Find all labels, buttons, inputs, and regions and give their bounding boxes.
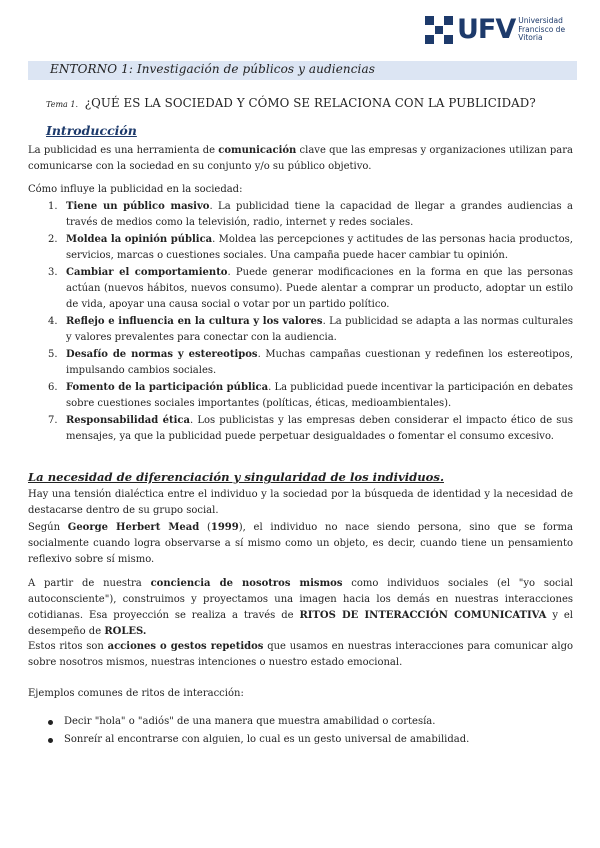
bullet-text: Decir "hola" o "adiós" de una manera que muestra amabilidad o cortesía. bbox=[64, 716, 436, 727]
list-item-bold: Tiene un público masivo bbox=[66, 201, 210, 212]
bold-text: comunicación bbox=[218, 145, 297, 156]
section2-title: La necesidad de diferenciación y singularidad de los individuos. bbox=[28, 470, 444, 484]
list-item bbox=[28, 199, 573, 231]
text: y el desempeño de bbox=[28, 610, 573, 637]
logo-brand: UFV bbox=[457, 14, 516, 45]
text: Estos ritos son bbox=[28, 641, 108, 652]
bold-text: ROLES. bbox=[104, 626, 147, 637]
text: clave que las empresas y organizaciones utilizan para comunicarse con la sociedad en su conjunto y/o su público objetivo. bbox=[28, 145, 573, 172]
list-item-text: . Los publicistas y las empresas deben considerar el impacto ético de sus mensajes, ya que la publicidad puede perpetuar desigualdades o fomentar el consumo excesivo. bbox=[66, 414, 573, 442]
list-item-text: . La publicidad tiene la capacidad de llegar a grandes audiencias a través de medios como la televisión, radio, internet y redes sociales. bbox=[66, 201, 573, 229]
banner-text: ENTORNO 1: Investigación de públicos y audiencias bbox=[50, 62, 375, 76]
list-item bbox=[28, 713, 573, 731]
list-item bbox=[28, 314, 573, 346]
rites-examples-list bbox=[28, 713, 573, 749]
section2-paragraph-4 bbox=[28, 639, 573, 671]
bullet-icon bbox=[48, 738, 53, 743]
bullet-icon bbox=[48, 720, 53, 725]
list-item bbox=[28, 347, 573, 379]
author-name: George Herbert Mead bbox=[67, 522, 200, 533]
intro-title: Introducción bbox=[46, 123, 137, 138]
list-item bbox=[28, 731, 573, 749]
influence-list bbox=[28, 199, 573, 446]
ufv-logo bbox=[425, 14, 575, 46]
text: La publicidad es una herramienta de bbox=[28, 145, 219, 156]
list-item-bold: Fomento de la participación pública bbox=[66, 381, 269, 393]
list-number: 5. bbox=[48, 348, 58, 360]
list-item-text: . Moldea las percepciones y actitudes de las personas hacia productos, servicios, marcas o cuestiones sociales. Una campaña puede hacer cambiar tu opinión. bbox=[66, 233, 573, 262]
list-item-bold: Desafío de normas y estereotipos bbox=[66, 348, 258, 360]
list-item-text: . Puede generar modificaciones en la forma en que las personas actúan (nuevos hábitos, nuevos consumo). Puede alentar a comprar un producto, adoptar un estilo de vida, apoyar una causa social o votar por un partido político. bbox=[66, 266, 573, 311]
section2-paragraph-3 bbox=[28, 576, 573, 640]
list-item-bold: Moldea la opinión pública bbox=[66, 233, 213, 245]
text: como individuos sociales (el "yo social autoconsciente"), construimos y proyectamos una imagen hacia los demás en nuestras interacciones cotidianas. Esa proyección se realiza a través de bbox=[28, 578, 573, 621]
list-item bbox=[28, 413, 573, 445]
text: ( bbox=[199, 522, 211, 533]
list-item-text: . La publicidad se adapta a las normas culturales y valores prevalentes para conectar con la audiencia. bbox=[66, 315, 573, 344]
list-item-bold: Reflejo e influencia en la cultura y los valores bbox=[66, 315, 323, 327]
list-item-text: . La publicidad puede incentivar la participación en debates sobre cuestiones sociales importantes (políticas, éticas, medioambientales). bbox=[66, 381, 573, 409]
list-number: 6. bbox=[48, 381, 58, 393]
section2-paragraph-5: Ejemplos comunes de ritos de interacción: bbox=[28, 688, 244, 699]
year: 1999 bbox=[210, 522, 239, 533]
heading-title: ¿QUÉ ES LA SOCIEDAD Y CÓMO SE RELACIONA CON LA PUBLICIDAD? bbox=[84, 96, 536, 110]
ufv-logo-mark-icon bbox=[425, 16, 453, 44]
bold-text: acciones o gestos repetidos bbox=[107, 641, 264, 652]
list-item-text: . Muchas campañas cuestionan y redefinen los estereotipos, impulsando cambios sociales. bbox=[66, 348, 574, 377]
list-item bbox=[28, 265, 573, 314]
intro-paragraph-2: Cómo influye la publicidad en la sociedad: bbox=[28, 184, 243, 195]
section2-paragraph-1: Hay una tensión dialéctica entre el individuo y la sociedad por la búsqueda de identidad y la necesidad de destacarse dentro de su grupo social. bbox=[28, 489, 573, 516]
heading-tema: Tema 1. bbox=[46, 100, 78, 109]
list-number: 3. bbox=[48, 266, 58, 278]
text: ), el individuo no nace siendo persona, sino que se forma socialmente cuando logra observarse a sí mismo como un objeto, es decir, cuando tiene un pensamiento reflexivo sobre sí mismo. bbox=[28, 522, 573, 565]
list-number: 7. bbox=[48, 414, 58, 426]
bold-text: conciencia de nosotros mismos bbox=[150, 578, 343, 589]
list-item-bold: Cambiar el comportamiento bbox=[66, 266, 228, 278]
list-item-bold: Responsabilidad ética bbox=[66, 414, 190, 426]
list-item bbox=[28, 232, 573, 264]
text: A partir de nuestra bbox=[28, 578, 151, 589]
text: que usamos en nuestras interacciones para comunicar algo sobre nosotros mismos, nuestras intenciones o nuestro estado emocional. bbox=[28, 641, 573, 668]
logo-subtitle: Universidad Francisco de Vitoria bbox=[518, 16, 566, 43]
page-heading bbox=[46, 96, 536, 110]
bold-text: RITOS DE INTERACCIÓN COMUNICATIVA bbox=[299, 610, 547, 621]
list-number: 4. bbox=[48, 315, 58, 327]
text: Según bbox=[28, 522, 68, 533]
list-number: 2. bbox=[48, 233, 58, 245]
section2-paragraph-2 bbox=[28, 520, 573, 568]
entorno-banner bbox=[28, 61, 577, 80]
intro-paragraph-1 bbox=[28, 143, 573, 175]
bullet-text: Sonreír al encontrarse con alguien, lo cual es un gesto universal de amabilidad. bbox=[64, 734, 470, 745]
list-number: 1. bbox=[48, 201, 58, 212]
list-item bbox=[28, 380, 573, 412]
